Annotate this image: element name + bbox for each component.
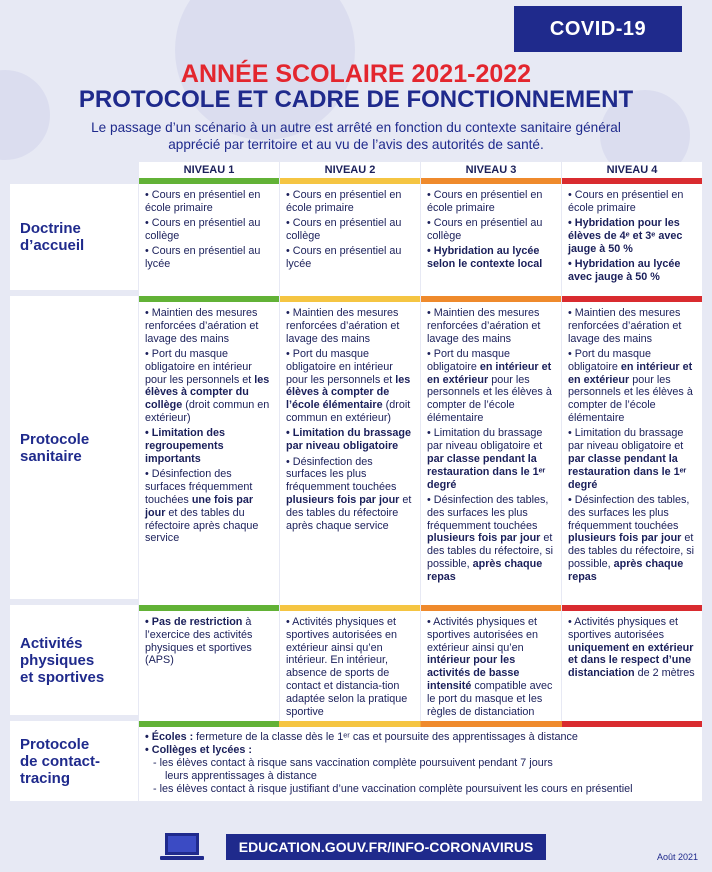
doctrine-level-2: • Cours en présentiel en école primaire • Cours en présentiel au collège • Cours en présentiel au lycée xyxy=(280,184,420,296)
level-3-header: NIVEAU 3 xyxy=(421,162,561,184)
covid-badge: COVID-19 xyxy=(514,6,682,52)
protocol-table xyxy=(10,162,701,801)
row-label-sanitaire: Protocole sanitaire xyxy=(10,296,138,605)
activites-level-3: • Activités physiques et sportives autorisées en extérieur ainsi qu’en intérieur pour les activités de basse intensité compatible avec le port du masque et les règles de distanciation xyxy=(421,605,561,721)
doctrine-level-3: • Cours en présentiel en école primaire • Cours en présentiel au collège • Hybridation au lycée selon le contexte local xyxy=(421,184,561,296)
row-label-activites: Activités physiques et sportives xyxy=(10,605,138,721)
level-4-header: NIVEAU 4 xyxy=(562,162,702,184)
sanitaire-level-2: • Maintien des mesures renforcées d’aération et lavage des mains • Port du masque obligatoire en intérieur pour les personnels et les élèves à compter de l’école élémentaire (droit commun en extérieur) • Limitation du brassage par niveau obligatoire • Désinfection des surfaces les plus fréquemment touchées plusieurs fois par jour et des tables du réfectoire après chaque service xyxy=(280,296,420,605)
publication-date: Août 2021 xyxy=(656,852,698,862)
footer-url-link[interactable]: EDUCATION.GOUV.FR/INFO-CORONAVIRUS xyxy=(226,834,546,860)
sanitaire-level-4: • Maintien des mesures renforcées d’aération et lavage des mains • Port du masque obligatoire en intérieur et en extérieur pour les personnels et les élèves à compter de l’école élémentaire • Limitation du brassage par niveau obligatoire et par classe pendant la restauration dans le 1ᵉʳ degré • Désinfection des tables, des surfaces les plus fréquemment touchées plusieurs fois par jour et des tables du réfectoire, si possible, après chaque repas xyxy=(562,296,702,605)
activites-level-2: • Activités physiques et sportives autorisées en extérieur ainsi qu’en intérieur. En intérieur, absence de sports de contact et distancia-tion adaptée selon la pratique sportive xyxy=(280,605,420,721)
sanitaire-level-1: • Maintien des mesures renforcées d’aération et lavage des mains • Port du masque obligatoire en intérieur pour les personnels et les élèves à compter du collège (droit commun en extérieur) • Limitation des regroupements importants • Désinfection des surfaces fréquemment touchées une fois par jour et des tables du réfectoire après chaque service xyxy=(139,296,279,605)
doctrine-level-4: • Cours en présentiel en école primaire • Hybridation pour les élèves de 4ᵉ et 3ᵉ avec jauge à 50 % • Hybridation au lycée avec jauge à 50 % xyxy=(562,184,702,296)
activites-level-1: • Pas de restriction à l’exercice des activités physiques et sportives (APS) xyxy=(139,605,279,721)
tracing-content: • Écoles : fermeture de la classe dès le 1ᵉʳ cas et poursuite des apprentissages à distance • Collèges et lycées : - les élèves contact à risque sans vaccination complète poursuivent pendant 7 jours leurs apprentissages à distance - les élèves contact à risque justifiant d’une vaccination complète poursuivent les cours en présentiel xyxy=(139,721,702,801)
laptop-icon xyxy=(158,831,206,863)
intro-text: Le passage d’un scénario à un autre est arrêté en fonction du contexte sanitaire général apprécié par territoire et au vu de l’avis des autorités de santé. xyxy=(91,120,621,152)
activites-level-4: • Activités physiques et sportives autorisées uniquement en extérieur et dans le respect d’une distanciation de 2 mètres xyxy=(562,605,702,721)
sanitaire-level-3: • Maintien des mesures renforcées d’aération et lavage des mains • Port du masque obligatoire en intérieur et en extérieur pour les personnels et les élèves à compter de l’école élémentaire • Limitation du brassage par niveau obligatoire et par classe pendant la restauration dans le 1ᵉʳ degré • Désinfection des tables, des surfaces les plus fréquemment touchées plusieurs fois par jour et des tables du réfectoire, si possible, après chaque repas xyxy=(421,296,561,605)
header-corner xyxy=(10,162,138,184)
row-label-doctrine: Doctrine d’accueil xyxy=(10,184,138,296)
level-2-header: NIVEAU 2 xyxy=(280,162,420,184)
row-label-tracing: Protocole de contact- tracing xyxy=(10,721,138,801)
doctrine-level-1: • Cours en présentiel en école primaire • Cours en présentiel au collège • Cours en présentiel au lycée xyxy=(139,184,279,296)
level-1-header: NIVEAU 1 xyxy=(139,162,279,184)
page-subtitle: PROTOCOLE ET CADRE DE FONCTIONNEMENT xyxy=(78,86,634,113)
page-title: ANNÉE SCOLAIRE 2021-2022 xyxy=(180,60,532,88)
